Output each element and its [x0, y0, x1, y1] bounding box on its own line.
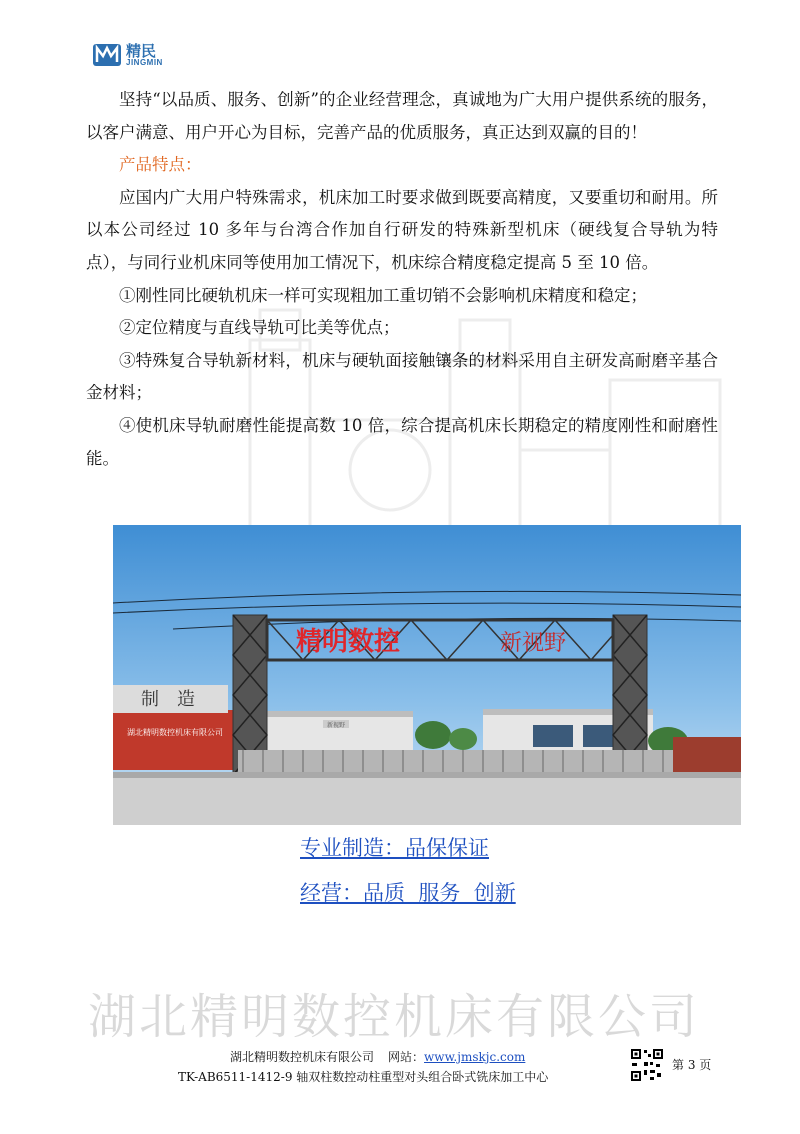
footer-company-line	[230, 1048, 525, 1065]
caption-professional-manufacturing: 专业制造：品保保证	[300, 836, 489, 860]
company-name-watermark: 湖北精明数控机床有限公司	[88, 989, 701, 1045]
wall-banner: 湖北精明数控机床有限公司	[127, 728, 223, 737]
section-heading: 产品特点：	[119, 155, 202, 175]
caption-business-philosophy: 经营：品质 服务 创新	[300, 881, 516, 905]
factory-gate-illustration	[113, 525, 741, 825]
feature-item-4: ④使机床导轨耐磨性能提高数 10 倍，综合提高机床长期稳定的精度刚性和耐磨性能。	[86, 415, 718, 468]
factory-gate-photo	[113, 525, 741, 825]
page-number: 第 3 页	[672, 1058, 712, 1072]
footer-website-label: 网站：	[388, 1050, 425, 1064]
feature-item-3: ③特殊复合导轨新材料，机床与硬轨面接触镶条的材料采用自主研发高耐磨辛基合金材料；	[86, 350, 718, 403]
body-text	[86, 84, 718, 475]
logo-icon	[92, 40, 122, 70]
logo-chinese-name: 精民	[126, 41, 157, 60]
footer-model-line: TK-AB6511-1412-9 轴双柱数控动柱重型对头组合卧式铣床加工中心	[178, 1070, 549, 1084]
wall-characters: 制 造	[141, 689, 195, 710]
qr-code-icon	[630, 1048, 664, 1082]
feature-item-2: ②定位精度与直线导轨可比美等优点；	[119, 318, 400, 338]
building-sign: 新视野	[326, 722, 346, 729]
footer-company-name: 湖北精明数控机床有限公司	[230, 1050, 375, 1064]
gate-sign-right: 新视野	[499, 631, 567, 656]
company-logo	[92, 40, 163, 70]
gate-sign-left: 精明数控	[295, 627, 401, 657]
intro-paragraph: 坚持“以品质、服务、创新”的企业经营理念，真诚地为广大用户提供系统的服务，以客户满意、用户开心为目标，完善产品的优质服务，真正达到双赢的目的！	[86, 90, 718, 142]
footer-website-link[interactable]: www.jmskjc.com	[424, 1050, 526, 1064]
logo-english-name: JINGMIN	[126, 57, 163, 67]
feature-item-1: ①刚性同比硬轨机床一样可实现粗加工重切销不会影响机床精度和稳定；	[119, 285, 647, 305]
features-paragraph: 应国内广大用户特殊需求，机床加工时要求做到既要高精度，又要重切和耐用。所以本公司经过 10 多年与台湾合作加自行研发的特殊新型机床（硬线复合导轨为特点），与同行业机床同等使用加工情况下，机床综合精度稳定提高 5 至 10 倍。	[86, 187, 718, 272]
